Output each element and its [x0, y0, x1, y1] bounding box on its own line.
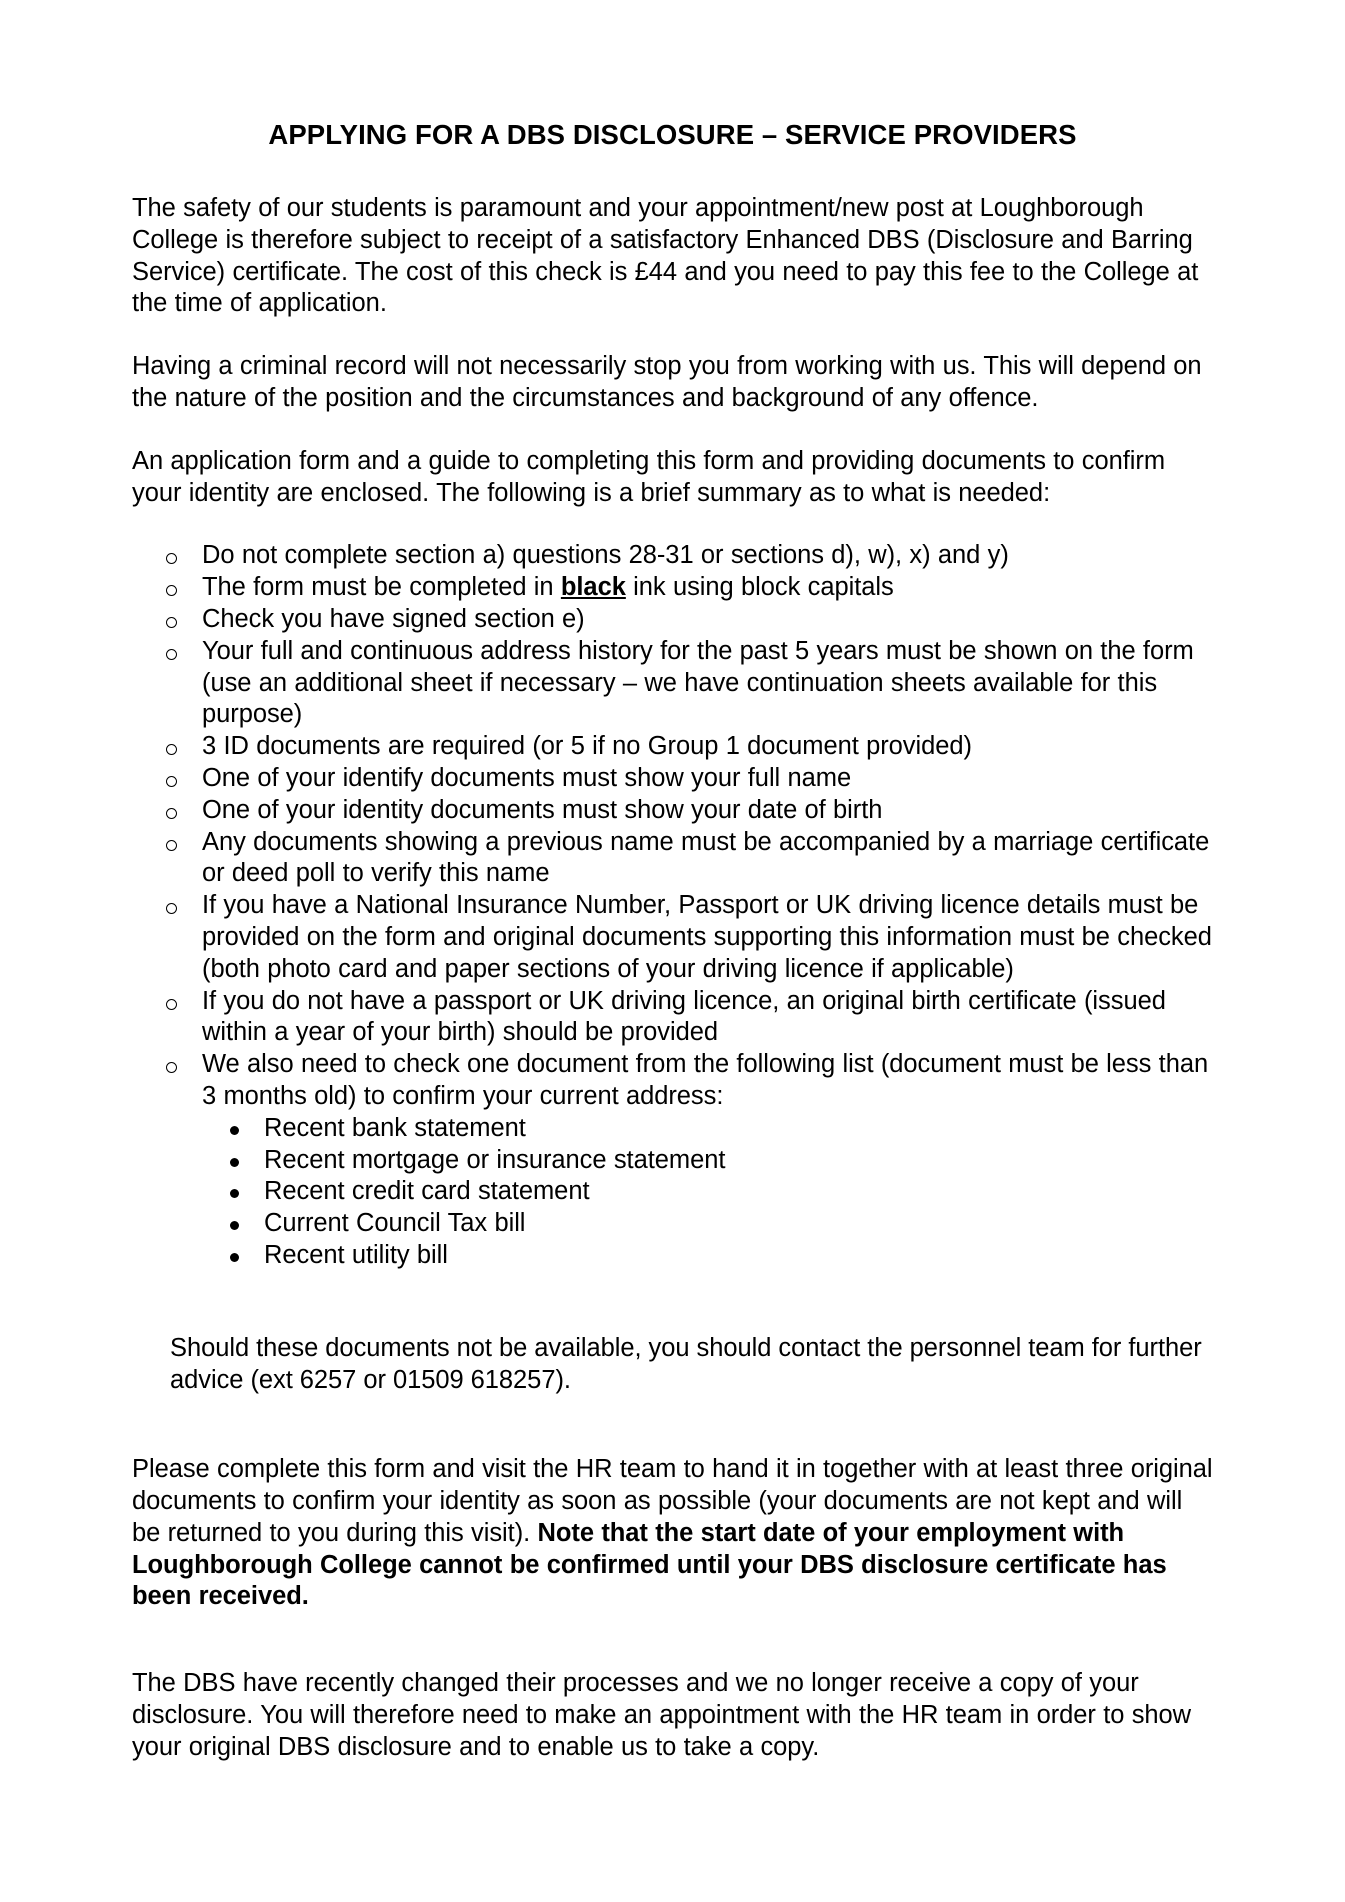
list-item	[132, 731, 1213, 763]
list-item	[202, 1176, 1213, 1208]
closing-bold-text: Note that the start date of your employment with Loughborough College cannot be confirmed until your DBS disclosure certificate has been received.	[132, 1518, 1167, 1611]
list-item	[132, 1049, 1213, 1272]
closing-paragraph	[132, 1454, 1213, 1613]
hollow-circle-bullet-icon	[166, 840, 177, 851]
list-item-text: If you do not have a passport or UK driving licence, an original birth certificate (issued within a year of your birth) should be provided	[202, 986, 1166, 1047]
spacer	[132, 1644, 1213, 1668]
hollow-circle-bullet-icon	[166, 776, 177, 787]
list-item	[202, 1145, 1213, 1177]
list-item-text: We also need to check one document from the following list (document must be less than 3 months old) to confirm your current address:	[202, 1050, 1209, 1110]
requirements-list	[132, 540, 1213, 1271]
list-item-text: 3 ID documents are required (or 5 if no Group 1 document provided)	[202, 732, 972, 761]
hollow-circle-bullet-icon	[166, 808, 177, 819]
filled-dot-bullet-icon	[230, 1253, 239, 1262]
list-item-text: One of your identify documents must show your full name	[202, 763, 852, 792]
list-item	[132, 795, 1213, 827]
hollow-circle-bullet-icon	[166, 617, 177, 628]
list-item	[132, 827, 1213, 891]
list-item-text: The form must be completed in	[202, 573, 561, 602]
intro-paragraph-3: An application form and a guide to completing this form and providing documents to confirm your identity are enclosed. The following is a brief summary as to what is needed:	[132, 446, 1166, 507]
hollow-circle-bullet-icon	[166, 585, 177, 596]
hollow-circle-bullet-icon	[166, 1062, 177, 1073]
hollow-circle-bullet-icon	[166, 903, 177, 914]
list-item-text: Recent credit card statement	[264, 1177, 590, 1206]
list-item	[132, 604, 1213, 636]
list-item-text: Recent bank statement	[264, 1113, 526, 1142]
list-item	[202, 1208, 1213, 1240]
list-item	[202, 1240, 1213, 1272]
list-item-text: Recent utility bill	[264, 1240, 448, 1269]
page-title: APPLYING FOR A DBS DISCLOSURE – SERVICE PROVIDERS	[268, 119, 1077, 150]
filled-dot-bullet-icon	[230, 1158, 239, 1167]
list-item-text: One of your identity documents must show your date of birth	[202, 795, 883, 824]
list-item	[132, 572, 1213, 604]
list-item-text: Do not complete section a) questions 28-31 or sections d), w), x) and y)	[202, 541, 1009, 570]
list-item	[132, 763, 1213, 795]
list-item-text: Check you have signed section e)	[202, 604, 585, 633]
filled-dot-bullet-icon	[230, 1189, 239, 1198]
list-item-text: Recent mortgage or insurance statement	[264, 1145, 726, 1174]
contact-note: Should these documents not be available, you should contact the personnel team for further advice (ext 6257 or 01509 618257).	[170, 1334, 1202, 1394]
list-item	[132, 540, 1213, 572]
hollow-circle-bullet-icon	[166, 553, 177, 564]
list-item	[132, 890, 1213, 985]
hollow-circle-bullet-icon	[166, 744, 177, 755]
list-item-text: Your full and continuous address history for the past 5 years must be shown on the form (use an additional sheet if necessary – we have continuation sheets available for this purpose)	[202, 636, 1194, 729]
spacer	[132, 1422, 1213, 1454]
final-paragraph: The DBS have recently changed their processes and we no longer receive a copy of your disclosure. You will therefore need to make an appointment with the HR team in order to show your original DBS disclosure and to enable us to take a copy.	[132, 1669, 1192, 1761]
list-item	[132, 986, 1213, 1050]
list-item	[132, 636, 1213, 731]
hollow-circle-bullet-icon	[166, 649, 177, 660]
address-documents-list	[202, 1113, 1213, 1272]
intro-paragraph-1: The safety of our students is paramount and your appointment/new post at Loughborough College is therefore subject to receipt of a satisfactory Enhanced DBS (Disclosure and Barring Service) certificate. The cost of this check is £44 and you need to pay this fee to the College at the time of application.	[132, 194, 1199, 318]
spacer	[132, 1272, 1213, 1308]
list-item-text: Any documents showing a previous name must be accompanied by a marriage certificate or deed poll to verify this name	[202, 827, 1210, 888]
emphasis-black: black	[560, 573, 626, 602]
list-item-text: If you have a National Insurance Number, Passport or UK driving licence details must be provided on the form and original documents supporting this information must be checked (both photo card and paper sections of your driving licence if applicable)	[202, 891, 1212, 983]
closing-normal-text: Please complete this form and visit the HR team to hand it in together with at least three original documents to confirm your identity as soon as possible (your documents are not kept and will be returned to you during this visit).	[132, 1455, 1213, 1547]
hollow-circle-bullet-icon	[166, 999, 177, 1010]
list-item	[202, 1113, 1213, 1145]
intro-paragraph-2: Having a criminal record will not necessarily stop you from working with us. This will depend on the nature of the position and the circumstances and background of any offence.	[132, 352, 1202, 412]
filled-dot-bullet-icon	[230, 1221, 239, 1230]
list-item-text: Current Council Tax bill	[264, 1209, 526, 1238]
list-item-text-cont: ink using block capitals	[625, 573, 894, 602]
filled-dot-bullet-icon	[230, 1126, 239, 1135]
